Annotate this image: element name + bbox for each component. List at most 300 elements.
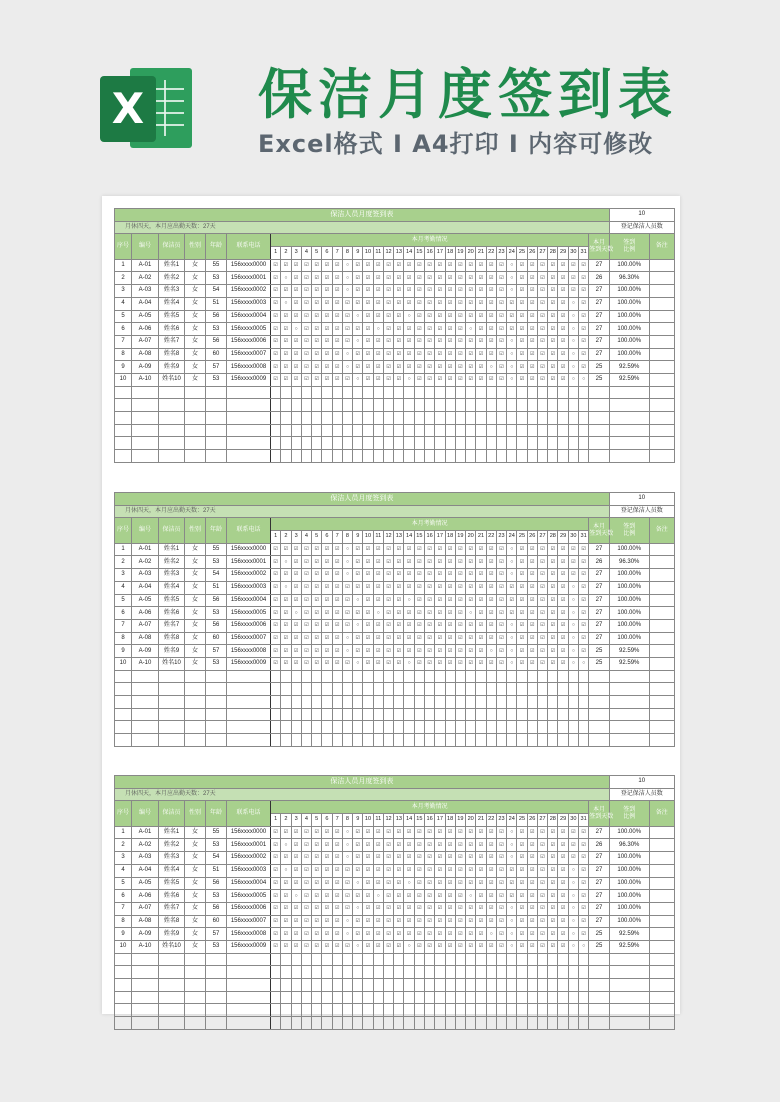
attendance-present-icon[interactable]: ☑ (517, 657, 527, 670)
attendance-present-icon[interactable]: ☑ (527, 839, 537, 852)
attendance-present-icon[interactable]: ☑ (558, 348, 568, 361)
attendance-absent-icon[interactable]: ○ (568, 581, 578, 594)
attendance-present-icon[interactable]: ☑ (445, 569, 455, 582)
attendance-present-icon[interactable]: ☑ (558, 335, 568, 348)
attendance-present-icon[interactable]: ☑ (332, 373, 342, 386)
attendance-present-icon[interactable]: ☑ (301, 323, 311, 336)
attendance-present-icon[interactable]: ☑ (548, 864, 558, 877)
cell-note[interactable] (649, 323, 674, 336)
attendance-present-icon[interactable]: ☑ (394, 928, 404, 941)
attendance-present-icon[interactable]: ☑ (291, 902, 301, 915)
attendance-absent-icon[interactable]: ○ (353, 940, 363, 953)
attendance-present-icon[interactable]: ☑ (312, 323, 322, 336)
attendance-present-icon[interactable]: ☑ (312, 348, 322, 361)
attendance-present-icon[interactable]: ☑ (363, 839, 373, 852)
attendance-present-icon[interactable]: ☑ (301, 826, 311, 839)
attendance-present-icon[interactable]: ☑ (548, 581, 558, 594)
attendance-present-icon[interactable]: ☑ (537, 619, 547, 632)
attendance-present-icon[interactable]: ☑ (312, 852, 322, 865)
attendance-present-icon[interactable]: ☑ (527, 902, 537, 915)
attendance-present-icon[interactable]: ☑ (383, 594, 393, 607)
attendance-present-icon[interactable]: ☑ (322, 928, 332, 941)
attendance-present-icon[interactable]: ☑ (496, 826, 506, 839)
attendance-present-icon[interactable]: ☑ (486, 543, 496, 556)
attendance-present-icon[interactable]: ☑ (466, 915, 476, 928)
attendance-present-icon[interactable]: ☑ (558, 928, 568, 941)
cell-note[interactable] (649, 594, 674, 607)
attendance-present-icon[interactable]: ☑ (496, 297, 506, 310)
attendance-present-icon[interactable]: ☑ (271, 335, 281, 348)
attendance-present-icon[interactable]: ☑ (496, 619, 506, 632)
attendance-present-icon[interactable]: ☑ (445, 839, 455, 852)
attendance-present-icon[interactable]: ☑ (517, 569, 527, 582)
attendance-present-icon[interactable]: ☑ (383, 373, 393, 386)
attendance-present-icon[interactable]: ☑ (281, 373, 291, 386)
attendance-present-icon[interactable]: ☑ (414, 569, 424, 582)
attendance-present-icon[interactable]: ☑ (455, 543, 465, 556)
attendance-present-icon[interactable]: ☑ (558, 619, 568, 632)
attendance-present-icon[interactable]: ☑ (455, 285, 465, 298)
attendance-present-icon[interactable]: ☑ (476, 852, 486, 865)
cell-note[interactable] (649, 569, 674, 582)
attendance-present-icon[interactable]: ☑ (322, 657, 332, 670)
attendance-present-icon[interactable]: ☑ (291, 826, 301, 839)
attendance-absent-icon[interactable]: ○ (507, 361, 517, 374)
attendance-present-icon[interactable]: ☑ (414, 619, 424, 632)
attendance-present-icon[interactable]: ☑ (342, 940, 352, 953)
attendance-present-icon[interactable]: ☑ (424, 323, 434, 336)
attendance-absent-icon[interactable]: ○ (507, 373, 517, 386)
attendance-present-icon[interactable]: ☑ (517, 607, 527, 620)
attendance-present-icon[interactable]: ☑ (383, 890, 393, 903)
attendance-present-icon[interactable]: ☑ (558, 569, 568, 582)
attendance-present-icon[interactable]: ☑ (291, 852, 301, 865)
attendance-present-icon[interactable]: ☑ (342, 373, 352, 386)
attendance-present-icon[interactable]: ☑ (332, 864, 342, 877)
attendance-absent-icon[interactable]: ○ (568, 645, 578, 658)
attendance-present-icon[interactable]: ☑ (548, 285, 558, 298)
attendance-present-icon[interactable]: ☑ (455, 259, 465, 272)
attendance-present-icon[interactable]: ☑ (332, 323, 342, 336)
attendance-present-icon[interactable]: ☑ (342, 890, 352, 903)
attendance-present-icon[interactable]: ☑ (322, 890, 332, 903)
attendance-present-icon[interactable]: ☑ (322, 607, 332, 620)
attendance-absent-icon[interactable]: ○ (507, 335, 517, 348)
attendance-present-icon[interactable]: ☑ (271, 915, 281, 928)
attendance-present-icon[interactable]: ☑ (517, 335, 527, 348)
attendance-present-icon[interactable]: ☑ (476, 940, 486, 953)
attendance-present-icon[interactable]: ☑ (383, 348, 393, 361)
attendance-present-icon[interactable]: ☑ (332, 890, 342, 903)
attendance-present-icon[interactable]: ☑ (496, 272, 506, 285)
attendance-present-icon[interactable]: ☑ (404, 645, 414, 658)
attendance-present-icon[interactable]: ☑ (568, 839, 578, 852)
attendance-present-icon[interactable]: ☑ (466, 928, 476, 941)
attendance-present-icon[interactable]: ☑ (281, 890, 291, 903)
attendance-present-icon[interactable]: ☑ (537, 902, 547, 915)
attendance-present-icon[interactable]: ☑ (301, 272, 311, 285)
attendance-absent-icon[interactable]: ○ (342, 285, 352, 298)
attendance-present-icon[interactable]: ☑ (424, 373, 434, 386)
attendance-present-icon[interactable]: ☑ (312, 310, 322, 323)
attendance-present-icon[interactable]: ☑ (435, 556, 445, 569)
attendance-present-icon[interactable]: ☑ (455, 839, 465, 852)
attendance-present-icon[interactable]: ☑ (527, 310, 537, 323)
attendance-present-icon[interactable]: ☑ (517, 632, 527, 645)
attendance-present-icon[interactable]: ☑ (486, 323, 496, 336)
attendance-present-icon[interactable]: ☑ (394, 657, 404, 670)
attendance-present-icon[interactable]: ☑ (548, 632, 558, 645)
attendance-present-icon[interactable]: ☑ (578, 826, 588, 839)
attendance-present-icon[interactable]: ☑ (414, 361, 424, 374)
attendance-present-icon[interactable]: ☑ (558, 272, 568, 285)
attendance-present-icon[interactable]: ☑ (424, 607, 434, 620)
attendance-present-icon[interactable]: ☑ (527, 569, 537, 582)
attendance-present-icon[interactable]: ☑ (322, 310, 332, 323)
attendance-present-icon[interactable]: ☑ (301, 852, 311, 865)
attendance-present-icon[interactable]: ☑ (486, 890, 496, 903)
attendance-present-icon[interactable]: ☑ (363, 594, 373, 607)
attendance-absent-icon[interactable]: ○ (353, 373, 363, 386)
attendance-present-icon[interactable]: ☑ (394, 890, 404, 903)
attendance-present-icon[interactable]: ☑ (537, 581, 547, 594)
attendance-present-icon[interactable]: ☑ (301, 335, 311, 348)
attendance-present-icon[interactable]: ☑ (404, 890, 414, 903)
attendance-present-icon[interactable]: ☑ (507, 581, 517, 594)
attendance-present-icon[interactable]: ☑ (322, 569, 332, 582)
attendance-present-icon[interactable]: ☑ (527, 657, 537, 670)
attendance-present-icon[interactable]: ☑ (394, 297, 404, 310)
attendance-present-icon[interactable]: ☑ (527, 323, 537, 336)
attendance-present-icon[interactable]: ☑ (322, 297, 332, 310)
attendance-present-icon[interactable]: ☑ (466, 348, 476, 361)
attendance-present-icon[interactable]: ☑ (466, 839, 476, 852)
attendance-present-icon[interactable]: ☑ (342, 323, 352, 336)
attendance-present-icon[interactable]: ☑ (373, 645, 383, 658)
attendance-present-icon[interactable]: ☑ (291, 657, 301, 670)
attendance-present-icon[interactable]: ☑ (517, 839, 527, 852)
attendance-present-icon[interactable]: ☑ (332, 877, 342, 890)
attendance-present-icon[interactable]: ☑ (383, 297, 393, 310)
attendance-present-icon[interactable]: ☑ (445, 890, 455, 903)
attendance-present-icon[interactable]: ☑ (404, 852, 414, 865)
attendance-present-icon[interactable]: ☑ (445, 323, 455, 336)
attendance-present-icon[interactable]: ☑ (537, 607, 547, 620)
attendance-present-icon[interactable]: ☑ (455, 297, 465, 310)
attendance-present-icon[interactable]: ☑ (281, 940, 291, 953)
attendance-present-icon[interactable]: ☑ (373, 902, 383, 915)
attendance-present-icon[interactable]: ☑ (445, 348, 455, 361)
attendance-present-icon[interactable]: ☑ (353, 839, 363, 852)
attendance-present-icon[interactable]: ☑ (578, 323, 588, 336)
attendance-present-icon[interactable]: ☑ (578, 272, 588, 285)
attendance-present-icon[interactable]: ☑ (527, 556, 537, 569)
attendance-present-icon[interactable]: ☑ (527, 928, 537, 941)
attendance-present-icon[interactable]: ☑ (517, 940, 527, 953)
attendance-present-icon[interactable]: ☑ (414, 259, 424, 272)
attendance-present-icon[interactable]: ☑ (537, 852, 547, 865)
attendance-present-icon[interactable]: ☑ (517, 594, 527, 607)
attendance-present-icon[interactable]: ☑ (486, 285, 496, 298)
attendance-present-icon[interactable]: ☑ (455, 915, 465, 928)
attendance-present-icon[interactable]: ☑ (517, 877, 527, 890)
attendance-present-icon[interactable]: ☑ (394, 877, 404, 890)
cell-note[interactable] (649, 657, 674, 670)
attendance-present-icon[interactable]: ☑ (568, 543, 578, 556)
attendance-absent-icon[interactable]: ○ (353, 335, 363, 348)
attendance-present-icon[interactable]: ☑ (424, 619, 434, 632)
attendance-present-icon[interactable]: ☑ (548, 607, 558, 620)
attendance-present-icon[interactable]: ☑ (435, 940, 445, 953)
attendance-present-icon[interactable]: ☑ (363, 323, 373, 336)
attendance-present-icon[interactable]: ☑ (435, 607, 445, 620)
attendance-present-icon[interactable]: ☑ (342, 581, 352, 594)
attendance-present-icon[interactable]: ☑ (486, 877, 496, 890)
attendance-present-icon[interactable]: ☑ (496, 632, 506, 645)
attendance-present-icon[interactable]: ☑ (568, 272, 578, 285)
attendance-present-icon[interactable]: ☑ (517, 259, 527, 272)
attendance-present-icon[interactable]: ☑ (312, 594, 322, 607)
cell-note[interactable] (649, 297, 674, 310)
attendance-present-icon[interactable]: ☑ (455, 335, 465, 348)
attendance-present-icon[interactable]: ☑ (281, 902, 291, 915)
attendance-absent-icon[interactable]: ○ (568, 890, 578, 903)
attendance-present-icon[interactable]: ☑ (281, 323, 291, 336)
attendance-present-icon[interactable]: ☑ (476, 297, 486, 310)
attendance-present-icon[interactable]: ☑ (394, 285, 404, 298)
attendance-present-icon[interactable]: ☑ (291, 297, 301, 310)
attendance-present-icon[interactable]: ☑ (394, 632, 404, 645)
attendance-present-icon[interactable]: ☑ (476, 864, 486, 877)
attendance-present-icon[interactable]: ☑ (363, 864, 373, 877)
attendance-present-icon[interactable]: ☑ (558, 361, 568, 374)
attendance-present-icon[interactable]: ☑ (558, 915, 568, 928)
attendance-present-icon[interactable]: ☑ (517, 348, 527, 361)
attendance-present-icon[interactable]: ☑ (373, 864, 383, 877)
attendance-present-icon[interactable]: ☑ (363, 940, 373, 953)
attendance-present-icon[interactable]: ☑ (383, 877, 393, 890)
attendance-present-icon[interactable]: ☑ (301, 310, 311, 323)
attendance-present-icon[interactable]: ☑ (404, 864, 414, 877)
attendance-present-icon[interactable]: ☑ (291, 864, 301, 877)
attendance-present-icon[interactable]: ☑ (578, 645, 588, 658)
cell-note[interactable] (649, 607, 674, 620)
attendance-absent-icon[interactable]: ○ (486, 928, 496, 941)
attendance-present-icon[interactable]: ☑ (466, 285, 476, 298)
attendance-present-icon[interactable]: ☑ (537, 928, 547, 941)
attendance-present-icon[interactable]: ☑ (404, 543, 414, 556)
attendance-present-icon[interactable]: ☑ (373, 928, 383, 941)
attendance-present-icon[interactable]: ☑ (271, 594, 281, 607)
attendance-absent-icon[interactable]: ○ (342, 272, 352, 285)
attendance-absent-icon[interactable]: ○ (342, 556, 352, 569)
attendance-present-icon[interactable]: ☑ (312, 607, 322, 620)
attendance-present-icon[interactable]: ☑ (291, 373, 301, 386)
attendance-present-icon[interactable]: ☑ (281, 543, 291, 556)
attendance-present-icon[interactable]: ☑ (291, 361, 301, 374)
attendance-present-icon[interactable]: ☑ (476, 272, 486, 285)
attendance-present-icon[interactable]: ☑ (486, 607, 496, 620)
attendance-present-icon[interactable]: ☑ (383, 259, 393, 272)
attendance-present-icon[interactable]: ☑ (455, 607, 465, 620)
attendance-present-icon[interactable]: ☑ (455, 581, 465, 594)
attendance-present-icon[interactable]: ☑ (301, 657, 311, 670)
attendance-present-icon[interactable]: ☑ (271, 297, 281, 310)
attendance-absent-icon[interactable]: ○ (568, 928, 578, 941)
attendance-present-icon[interactable]: ☑ (383, 839, 393, 852)
attendance-present-icon[interactable]: ☑ (496, 323, 506, 336)
attendance-present-icon[interactable]: ☑ (322, 373, 332, 386)
attendance-present-icon[interactable]: ☑ (476, 569, 486, 582)
attendance-present-icon[interactable]: ☑ (507, 607, 517, 620)
attendance-present-icon[interactable]: ☑ (517, 285, 527, 298)
attendance-present-icon[interactable]: ☑ (301, 864, 311, 877)
attendance-present-icon[interactable]: ☑ (517, 619, 527, 632)
attendance-present-icon[interactable]: ☑ (322, 619, 332, 632)
attendance-present-icon[interactable]: ☑ (548, 915, 558, 928)
attendance-present-icon[interactable]: ☑ (435, 839, 445, 852)
attendance-present-icon[interactable]: ☑ (568, 259, 578, 272)
attendance-present-icon[interactable]: ☑ (476, 657, 486, 670)
attendance-present-icon[interactable]: ☑ (271, 272, 281, 285)
attendance-present-icon[interactable]: ☑ (558, 297, 568, 310)
attendance-present-icon[interactable]: ☑ (435, 877, 445, 890)
attendance-present-icon[interactable]: ☑ (383, 581, 393, 594)
attendance-present-icon[interactable]: ☑ (476, 543, 486, 556)
attendance-present-icon[interactable]: ☑ (312, 272, 322, 285)
attendance-present-icon[interactable]: ☑ (445, 543, 455, 556)
attendance-present-icon[interactable]: ☑ (445, 272, 455, 285)
attendance-present-icon[interactable]: ☑ (527, 361, 537, 374)
attendance-present-icon[interactable]: ☑ (486, 915, 496, 928)
attendance-present-icon[interactable]: ☑ (507, 310, 517, 323)
attendance-present-icon[interactable]: ☑ (363, 632, 373, 645)
attendance-present-icon[interactable]: ☑ (271, 902, 281, 915)
attendance-present-icon[interactable]: ☑ (548, 272, 558, 285)
attendance-present-icon[interactable]: ☑ (301, 581, 311, 594)
attendance-present-icon[interactable]: ☑ (424, 297, 434, 310)
attendance-present-icon[interactable]: ☑ (394, 259, 404, 272)
attendance-absent-icon[interactable]: ○ (353, 310, 363, 323)
attendance-present-icon[interactable]: ☑ (476, 259, 486, 272)
attendance-present-icon[interactable]: ☑ (548, 297, 558, 310)
attendance-present-icon[interactable]: ☑ (476, 902, 486, 915)
attendance-present-icon[interactable]: ☑ (271, 285, 281, 298)
attendance-present-icon[interactable]: ☑ (271, 323, 281, 336)
attendance-present-icon[interactable]: ☑ (322, 543, 332, 556)
attendance-present-icon[interactable]: ☑ (383, 556, 393, 569)
attendance-present-icon[interactable]: ☑ (558, 259, 568, 272)
attendance-present-icon[interactable]: ☑ (332, 839, 342, 852)
attendance-present-icon[interactable]: ☑ (578, 852, 588, 865)
attendance-absent-icon[interactable]: ○ (353, 877, 363, 890)
attendance-present-icon[interactable]: ☑ (527, 297, 537, 310)
attendance-present-icon[interactable]: ☑ (373, 940, 383, 953)
attendance-present-icon[interactable]: ☑ (312, 569, 322, 582)
attendance-present-icon[interactable]: ☑ (414, 632, 424, 645)
attendance-present-icon[interactable]: ☑ (424, 581, 434, 594)
attendance-present-icon[interactable]: ☑ (466, 877, 476, 890)
cell-note[interactable] (649, 335, 674, 348)
attendance-present-icon[interactable]: ☑ (373, 543, 383, 556)
attendance-present-icon[interactable]: ☑ (312, 373, 322, 386)
attendance-present-icon[interactable]: ☑ (578, 902, 588, 915)
attendance-present-icon[interactable]: ☑ (332, 335, 342, 348)
attendance-present-icon[interactable]: ☑ (527, 543, 537, 556)
attendance-present-icon[interactable]: ☑ (445, 297, 455, 310)
attendance-present-icon[interactable]: ☑ (445, 902, 455, 915)
attendance-present-icon[interactable]: ☑ (271, 839, 281, 852)
attendance-present-icon[interactable]: ☑ (322, 285, 332, 298)
attendance-present-icon[interactable]: ☑ (353, 297, 363, 310)
attendance-present-icon[interactable]: ☑ (445, 285, 455, 298)
attendance-present-icon[interactable]: ☑ (435, 594, 445, 607)
cell-note[interactable] (649, 373, 674, 386)
attendance-present-icon[interactable]: ☑ (424, 826, 434, 839)
attendance-present-icon[interactable]: ☑ (414, 297, 424, 310)
attendance-present-icon[interactable]: ☑ (363, 852, 373, 865)
attendance-present-icon[interactable]: ☑ (517, 297, 527, 310)
attendance-absent-icon[interactable]: ○ (342, 361, 352, 374)
cell-note[interactable] (649, 890, 674, 903)
attendance-present-icon[interactable]: ☑ (537, 890, 547, 903)
attendance-present-icon[interactable]: ☑ (445, 657, 455, 670)
attendance-present-icon[interactable]: ☑ (353, 928, 363, 941)
attendance-present-icon[interactable]: ☑ (537, 348, 547, 361)
attendance-present-icon[interactable]: ☑ (363, 348, 373, 361)
attendance-present-icon[interactable]: ☑ (271, 373, 281, 386)
attendance-present-icon[interactable]: ☑ (548, 373, 558, 386)
attendance-present-icon[interactable]: ☑ (322, 940, 332, 953)
attendance-absent-icon[interactable]: ○ (404, 594, 414, 607)
attendance-present-icon[interactable]: ☑ (363, 607, 373, 620)
attendance-present-icon[interactable]: ☑ (353, 645, 363, 658)
attendance-present-icon[interactable]: ☑ (291, 632, 301, 645)
attendance-present-icon[interactable]: ☑ (445, 826, 455, 839)
attendance-present-icon[interactable]: ☑ (383, 940, 393, 953)
attendance-present-icon[interactable]: ☑ (291, 543, 301, 556)
attendance-present-icon[interactable]: ☑ (455, 556, 465, 569)
attendance-absent-icon[interactable]: ○ (568, 607, 578, 620)
attendance-absent-icon[interactable]: ○ (342, 543, 352, 556)
attendance-present-icon[interactable]: ☑ (332, 556, 342, 569)
attendance-present-icon[interactable]: ☑ (271, 361, 281, 374)
attendance-absent-icon[interactable]: ○ (404, 373, 414, 386)
attendance-present-icon[interactable]: ☑ (281, 619, 291, 632)
attendance-present-icon[interactable]: ☑ (363, 310, 373, 323)
attendance-present-icon[interactable]: ☑ (373, 632, 383, 645)
attendance-present-icon[interactable]: ☑ (291, 259, 301, 272)
attendance-absent-icon[interactable]: ○ (342, 645, 352, 658)
attendance-present-icon[interactable]: ☑ (404, 581, 414, 594)
attendance-present-icon[interactable]: ☑ (496, 864, 506, 877)
attendance-present-icon[interactable]: ☑ (517, 310, 527, 323)
attendance-absent-icon[interactable]: ○ (568, 864, 578, 877)
attendance-present-icon[interactable]: ☑ (486, 335, 496, 348)
attendance-present-icon[interactable]: ☑ (394, 902, 404, 915)
attendance-absent-icon[interactable]: ○ (281, 581, 291, 594)
attendance-present-icon[interactable]: ☑ (281, 645, 291, 658)
attendance-present-icon[interactable]: ☑ (476, 632, 486, 645)
attendance-present-icon[interactable]: ☑ (507, 594, 517, 607)
attendance-present-icon[interactable]: ☑ (486, 594, 496, 607)
attendance-present-icon[interactable]: ☑ (363, 361, 373, 374)
attendance-present-icon[interactable]: ☑ (312, 864, 322, 877)
attendance-present-icon[interactable]: ☑ (414, 902, 424, 915)
attendance-present-icon[interactable]: ☑ (537, 657, 547, 670)
attendance-present-icon[interactable]: ☑ (445, 607, 455, 620)
attendance-present-icon[interactable]: ☑ (383, 864, 393, 877)
